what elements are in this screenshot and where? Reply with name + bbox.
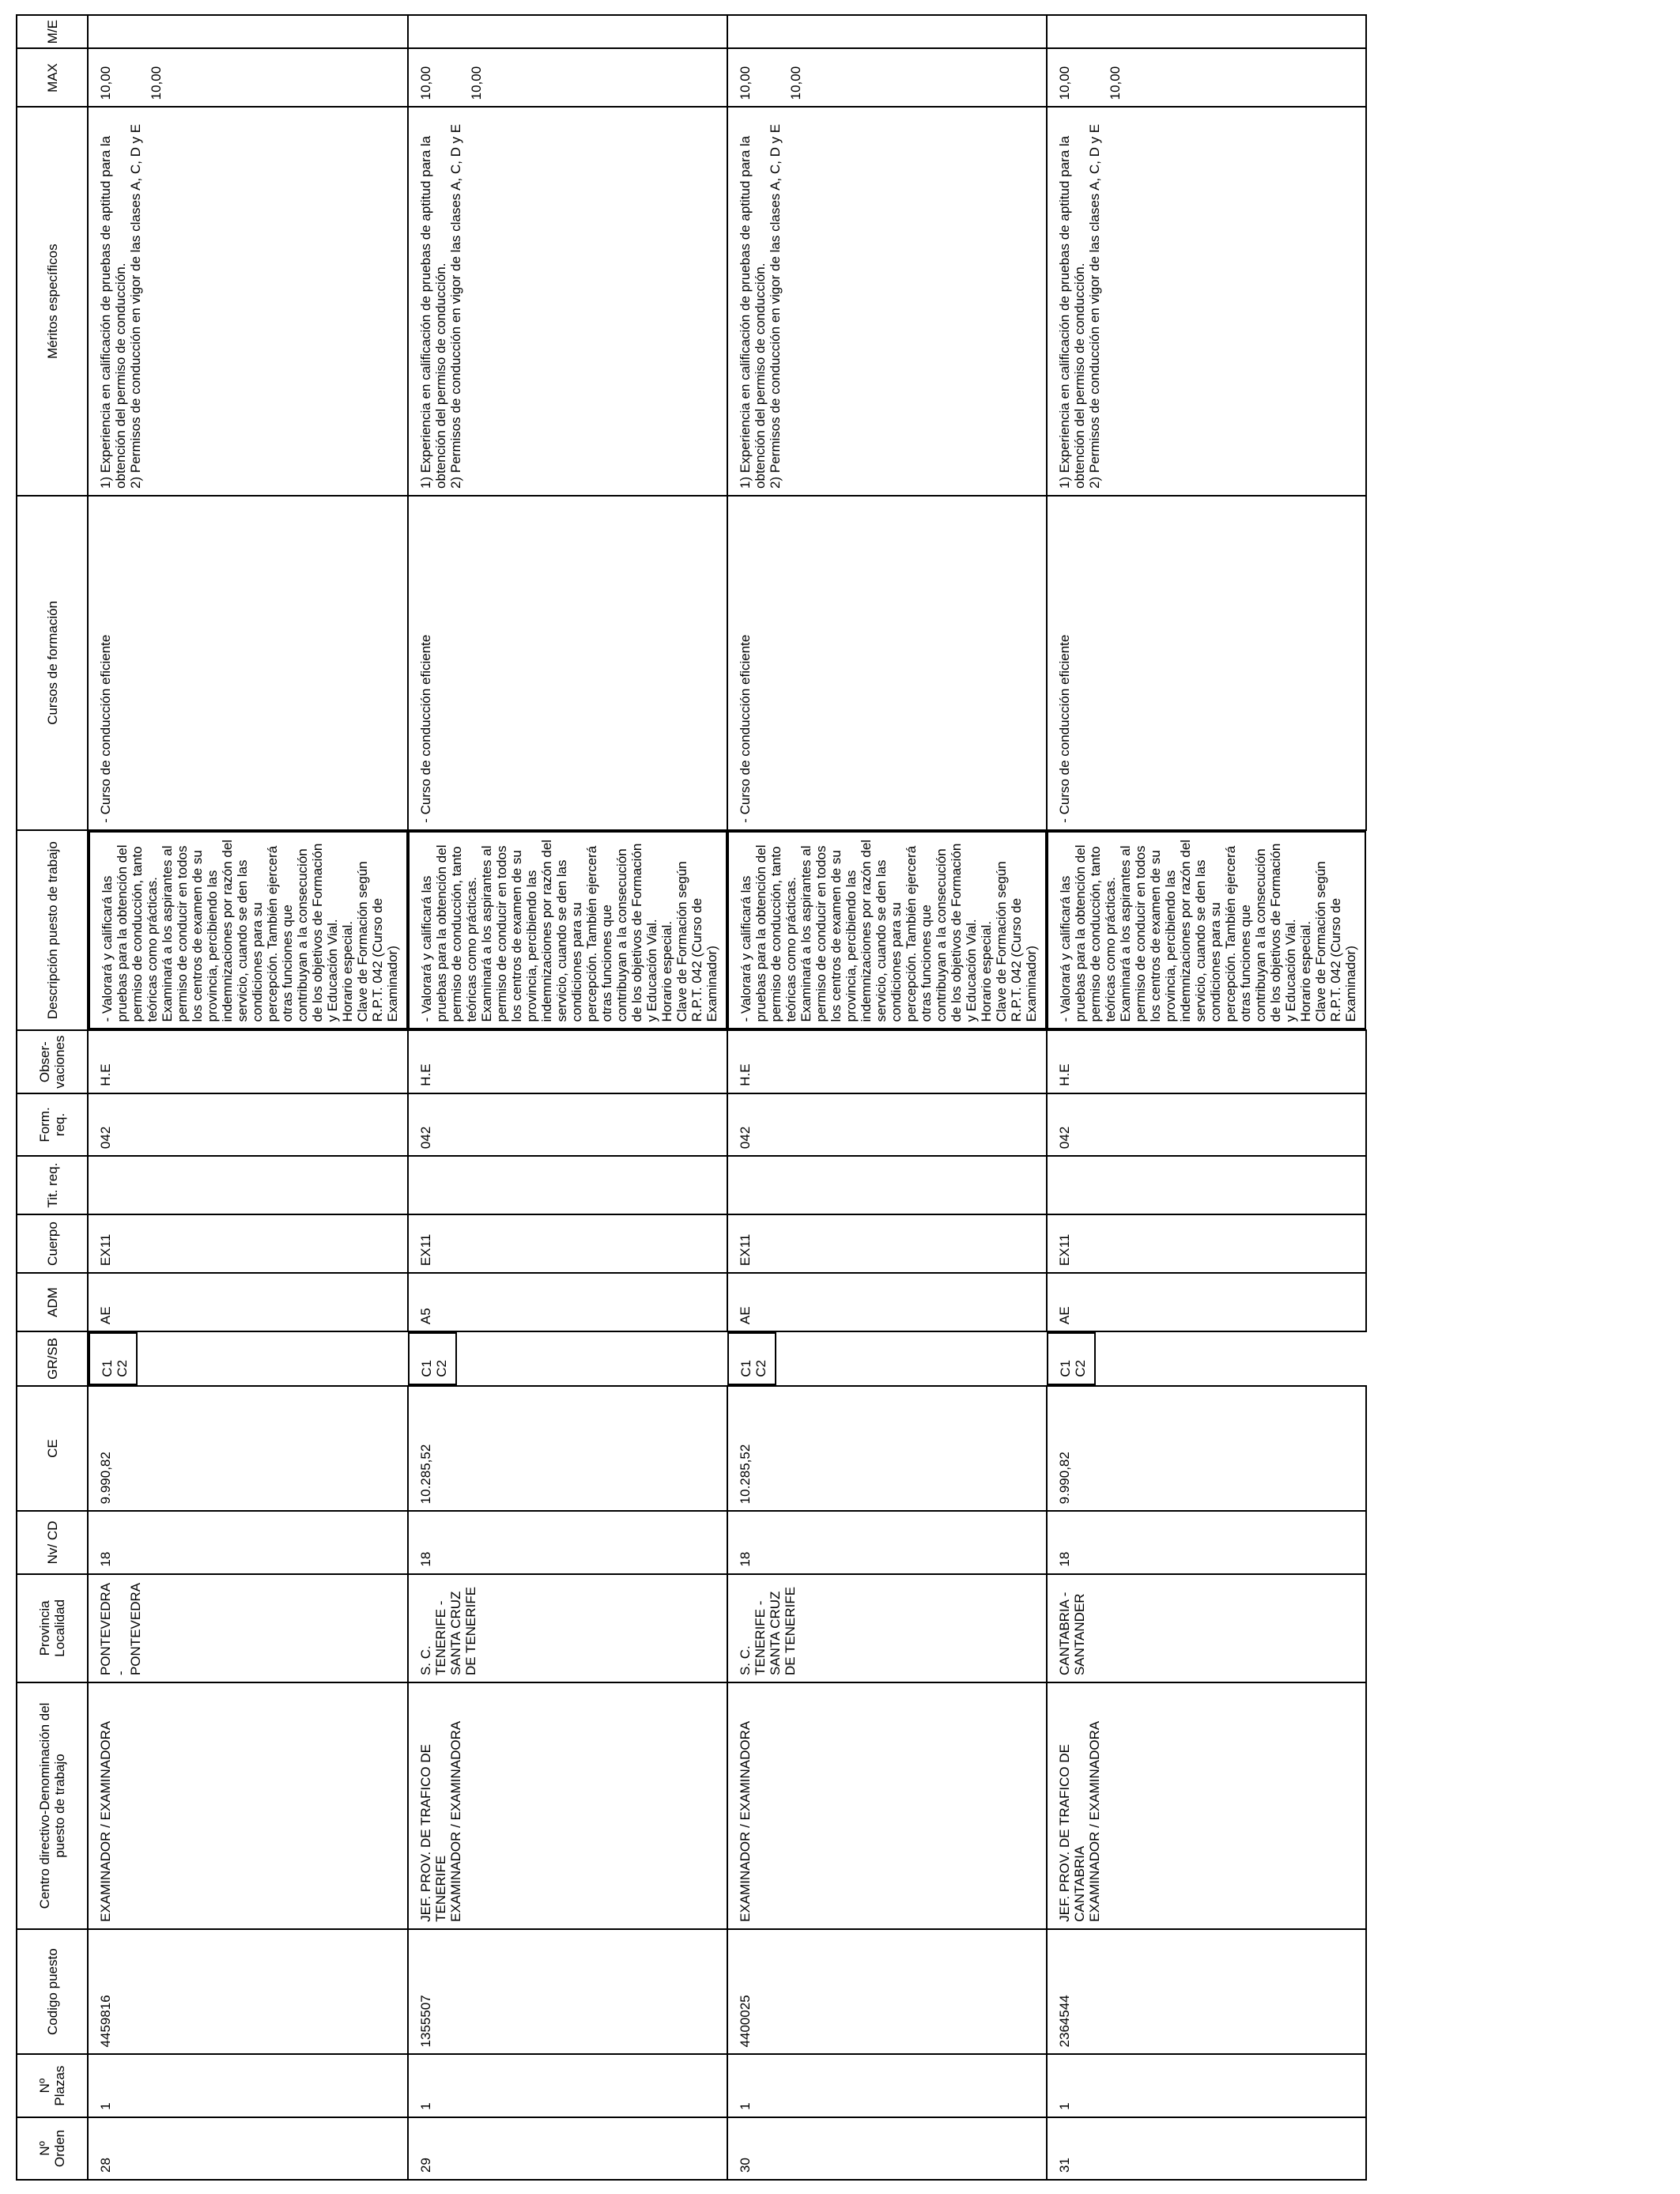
- max-value: 10,00: [1057, 66, 1072, 100]
- cell-adm: AE: [1047, 1273, 1366, 1331]
- header-meritos: Méritos específicos: [17, 107, 88, 496]
- cell-orden: 29: [408, 2117, 727, 2180]
- max-value: 10,00: [418, 66, 433, 100]
- cell-puesto: EXAMINADOR / EXAMINADORA: [1087, 1720, 1102, 1922]
- cell-orden: 31: [1047, 2117, 1366, 2180]
- cell-formacion: 042: [88, 1093, 408, 1156]
- merito-item: 1) Experiencia en calificación de pruebas de aptitud para la obtención del permiso de conducción.: [1057, 135, 1087, 489]
- cell-meritos: [408, 107, 727, 496]
- merito-item: 2) Permisos de conducción en vigor de las clases A, C, D y E: [448, 123, 463, 489]
- cell-grupo: C1 C2: [408, 1332, 457, 1385]
- header-row: [17, 15, 88, 2180]
- cell-plazas: 1: [1047, 2054, 1366, 2117]
- cell-meritos: [88, 107, 408, 496]
- cell-descripcion: - Valorará y calificará las pruebas para la obtención del permiso de conducción, tanto teóricas como prácticas. Examinará a los aspirantes al permiso de conducir en todos los centros de examen de su provincia, percibiendo las indemnizaciones por razón del servicio, cuando se den las condiciones para su percepción. También ejercerá otras funciones que contribuyan a la consecución de los objetivos de Formación y Educación Vial. Horario especial. Clave de Formación según R.P.T. 042 (Curso de Examinador): [1047, 831, 1366, 1030]
- cell-provincia: CANTABRIA - SANTANDER: [1047, 1574, 1366, 1682]
- cell-cursos: - Curso de conducción eficiente: [88, 496, 408, 830]
- cell-centro: [727, 1682, 1047, 1929]
- cell-me: [88, 15, 408, 48]
- cell-me: [1047, 15, 1366, 48]
- cell-centro: [88, 1682, 408, 1929]
- cell-me: [727, 15, 1047, 48]
- cell-grupo: C1 C2: [89, 1332, 138, 1385]
- cell-puesto: EXAMINADOR / EXAMINADORA: [448, 1720, 463, 1922]
- header-titulacion: Tit. req.: [17, 1156, 88, 1214]
- cell-ce: 10.285,52: [727, 1386, 1047, 1512]
- cell-puesto: EXAMINADOR / EXAMINADORA: [738, 1720, 753, 1922]
- cell-centro: [1047, 1682, 1366, 1929]
- cell-adm: A5: [408, 1273, 727, 1331]
- header-ce: CE: [17, 1386, 88, 1512]
- cell-grupo: C1 C2: [1047, 1332, 1096, 1385]
- header-centro: Centro directivo-Denominación del puesto de trabajo: [17, 1682, 88, 1929]
- cell-observaciones: H.E: [88, 1031, 408, 1093]
- cell-cuerpo: EX11: [1047, 1214, 1366, 1273]
- header-grupo: GR/SB: [17, 1331, 88, 1386]
- cell-descripcion: - Valorará y calificará las pruebas para la obtención del permiso de conducción, tanto teóricas como prácticas. Examinará a los aspirantes al permiso de conducir en todos los centros de examen de su provincia, percibiendo las indemnizaciones por razón del servicio, cuando se den las condiciones para su percepción. También ejercerá otras funciones que contribuyan a la consecución de los objetivos de Formación y Educación Vial. Horario especial. Clave de Formación según R.P.T. 042 (Curso de Examinador): [408, 831, 727, 1030]
- cell-max: [408, 48, 727, 107]
- header-orden: Nº Orden: [17, 2117, 88, 2180]
- cell-max: [727, 48, 1047, 107]
- cell-provincia: PONTEVEDRA - PONTEVEDRA: [88, 1574, 408, 1682]
- cell-me: [408, 15, 727, 48]
- merito-item: 1) Experiencia en calificación de pruebas de aptitud para la obtención del permiso de conducción.: [98, 135, 128, 489]
- cell-titulacion: [727, 1156, 1047, 1214]
- header-adm: ADM: [17, 1273, 88, 1331]
- table-row: [88, 15, 408, 2180]
- cell-cuerpo: EX11: [408, 1214, 727, 1273]
- cell-meritos: [1047, 107, 1366, 496]
- cell-nivel: 18: [408, 1511, 727, 1573]
- cell-centro-directivo: JEF. PROV. DE TRAFICO DE TENERIFE: [418, 1744, 448, 1922]
- cell-ce: 9.990,82: [88, 1386, 408, 1512]
- cell-titulacion: [408, 1156, 727, 1214]
- header-cuerpo: Cuerpo: [17, 1214, 88, 1273]
- cell-cursos: - Curso de conducción eficiente: [727, 496, 1047, 830]
- cell-cuerpo: EX11: [727, 1214, 1047, 1273]
- cell-centro: [408, 1682, 727, 1929]
- cell-formacion: 042: [408, 1093, 727, 1156]
- cell-max: [88, 48, 408, 107]
- header-descripcion: Descripción puesto de trabajo: [17, 830, 88, 1031]
- cell-codigo: 1355507: [408, 1929, 727, 2055]
- cell-plazas: 1: [727, 2054, 1047, 2117]
- cell-plazas: 1: [88, 2054, 408, 2117]
- cell-descripcion: - Valorará y calificará las pruebas para la obtención del permiso de conducción, tanto teóricas como prácticas. Examinará a los aspirantes al permiso de conducir en todos los centros de examen de su provincia, percibiendo las indemnizaciones por razón del servicio, cuando se den las condiciones para su percepción. También ejercerá otras funciones que contribuyan a la consecución de los objetivos de Formación y Educación Vial. Horario especial. Clave de Formación según R.P.T. 042 (Curso de Examinador): [89, 831, 408, 1030]
- max-value: 10,00: [788, 66, 803, 100]
- header-plazas: Nº Plazas: [17, 2054, 88, 2117]
- cell-grupo: C1 C2: [727, 1332, 776, 1385]
- cell-ce: 9.990,82: [1047, 1386, 1366, 1512]
- header-provincia: Provincia Localidad: [17, 1574, 88, 1682]
- cell-provincia: S. C. TENERIFE - SANTA CRUZ DE TENERIFE: [408, 1574, 727, 1682]
- max-value: 10,00: [149, 66, 164, 100]
- cell-max: [1047, 48, 1366, 107]
- merito-item: 2) Permisos de conducción en vigor de las clases A, C, D y E: [1087, 123, 1102, 489]
- cell-formacion: 042: [727, 1093, 1047, 1156]
- table-row: [408, 15, 727, 2180]
- max-value: 10,00: [1108, 66, 1123, 100]
- header-observaciones: Obser-vaciones: [17, 1031, 88, 1093]
- merito-item: 1) Experiencia en calificación de pruebas de aptitud para la obtención del permiso de conducción.: [418, 135, 448, 489]
- cell-orden: 28: [88, 2117, 408, 2180]
- merito-item: 2) Permisos de conducción en vigor de las clases A, C, D y E: [128, 123, 143, 489]
- cell-provincia: S. C. TENERIFE - SANTA CRUZ DE TENERIFE: [727, 1574, 1047, 1682]
- cell-ce: 10.285,52: [408, 1386, 727, 1512]
- cell-adm: AE: [88, 1273, 408, 1331]
- cell-observaciones: H.E: [727, 1031, 1047, 1093]
- cell-nivel: 18: [727, 1511, 1047, 1573]
- cell-adm: AE: [727, 1273, 1047, 1331]
- max-value: 10,00: [738, 66, 753, 100]
- cell-codigo: 2364544: [1047, 1929, 1366, 2055]
- cell-orden: 30: [727, 2117, 1047, 2180]
- merito-item: 2) Permisos de conducción en vigor de las clases A, C, D y E: [768, 123, 783, 489]
- header-cursos: Cursos de formación: [17, 496, 88, 830]
- header-max: MAX: [17, 48, 88, 107]
- cell-codigo: 4459816: [88, 1929, 408, 2055]
- max-value: 10,00: [469, 66, 484, 100]
- cell-formacion: 042: [1047, 1093, 1366, 1156]
- merito-item: 1) Experiencia en calificación de pruebas de aptitud para la obtención del permiso de conducción.: [738, 135, 768, 489]
- header-nivel: Nv/ CD: [17, 1511, 88, 1573]
- header-me: M/E: [17, 15, 88, 48]
- cell-cursos: - Curso de conducción eficiente: [408, 496, 727, 830]
- header-formacion: Form. req.: [17, 1093, 88, 1156]
- cell-centro-directivo: JEF. PROV. DE TRAFICO DE CANTABRIA: [1057, 1744, 1087, 1922]
- cell-observaciones: H.E: [1047, 1031, 1366, 1093]
- cell-plazas: 1: [408, 2054, 727, 2117]
- cell-observaciones: H.E: [408, 1031, 727, 1093]
- cell-codigo: 4400025: [727, 1929, 1047, 2055]
- cell-cuerpo: EX11: [88, 1214, 408, 1273]
- cell-cursos: - Curso de conducción eficiente: [1047, 496, 1366, 830]
- header-codigo: Codigo puesto: [17, 1929, 88, 2055]
- max-value: 10,00: [98, 66, 113, 100]
- positions-table: [16, 14, 1367, 2181]
- cell-puesto: EXAMINADOR / EXAMINADORA: [98, 1720, 113, 1922]
- cell-nivel: 18: [88, 1511, 408, 1573]
- cell-nivel: 18: [1047, 1511, 1366, 1573]
- table-row: [727, 15, 1047, 2180]
- cell-titulacion: [1047, 1156, 1366, 1214]
- table-row: [1047, 15, 1366, 2180]
- cell-meritos: [727, 107, 1047, 496]
- cell-titulacion: [88, 1156, 408, 1214]
- cell-descripcion: - Valorará y calificará las pruebas para la obtención del permiso de conducción, tanto teóricas como prácticas. Examinará a los aspirantes al permiso de conducir en todos los centros de examen de su provincia, percibiendo las indemnizaciones por razón del servicio, cuando se den las condiciones para su percepción. También ejercerá otras funciones que contribuyan a la consecución de los objetivos de Formación y Educación Vial. Horario especial. Clave de Formación según R.P.T. 042 (Curso de Examinador): [727, 831, 1047, 1030]
